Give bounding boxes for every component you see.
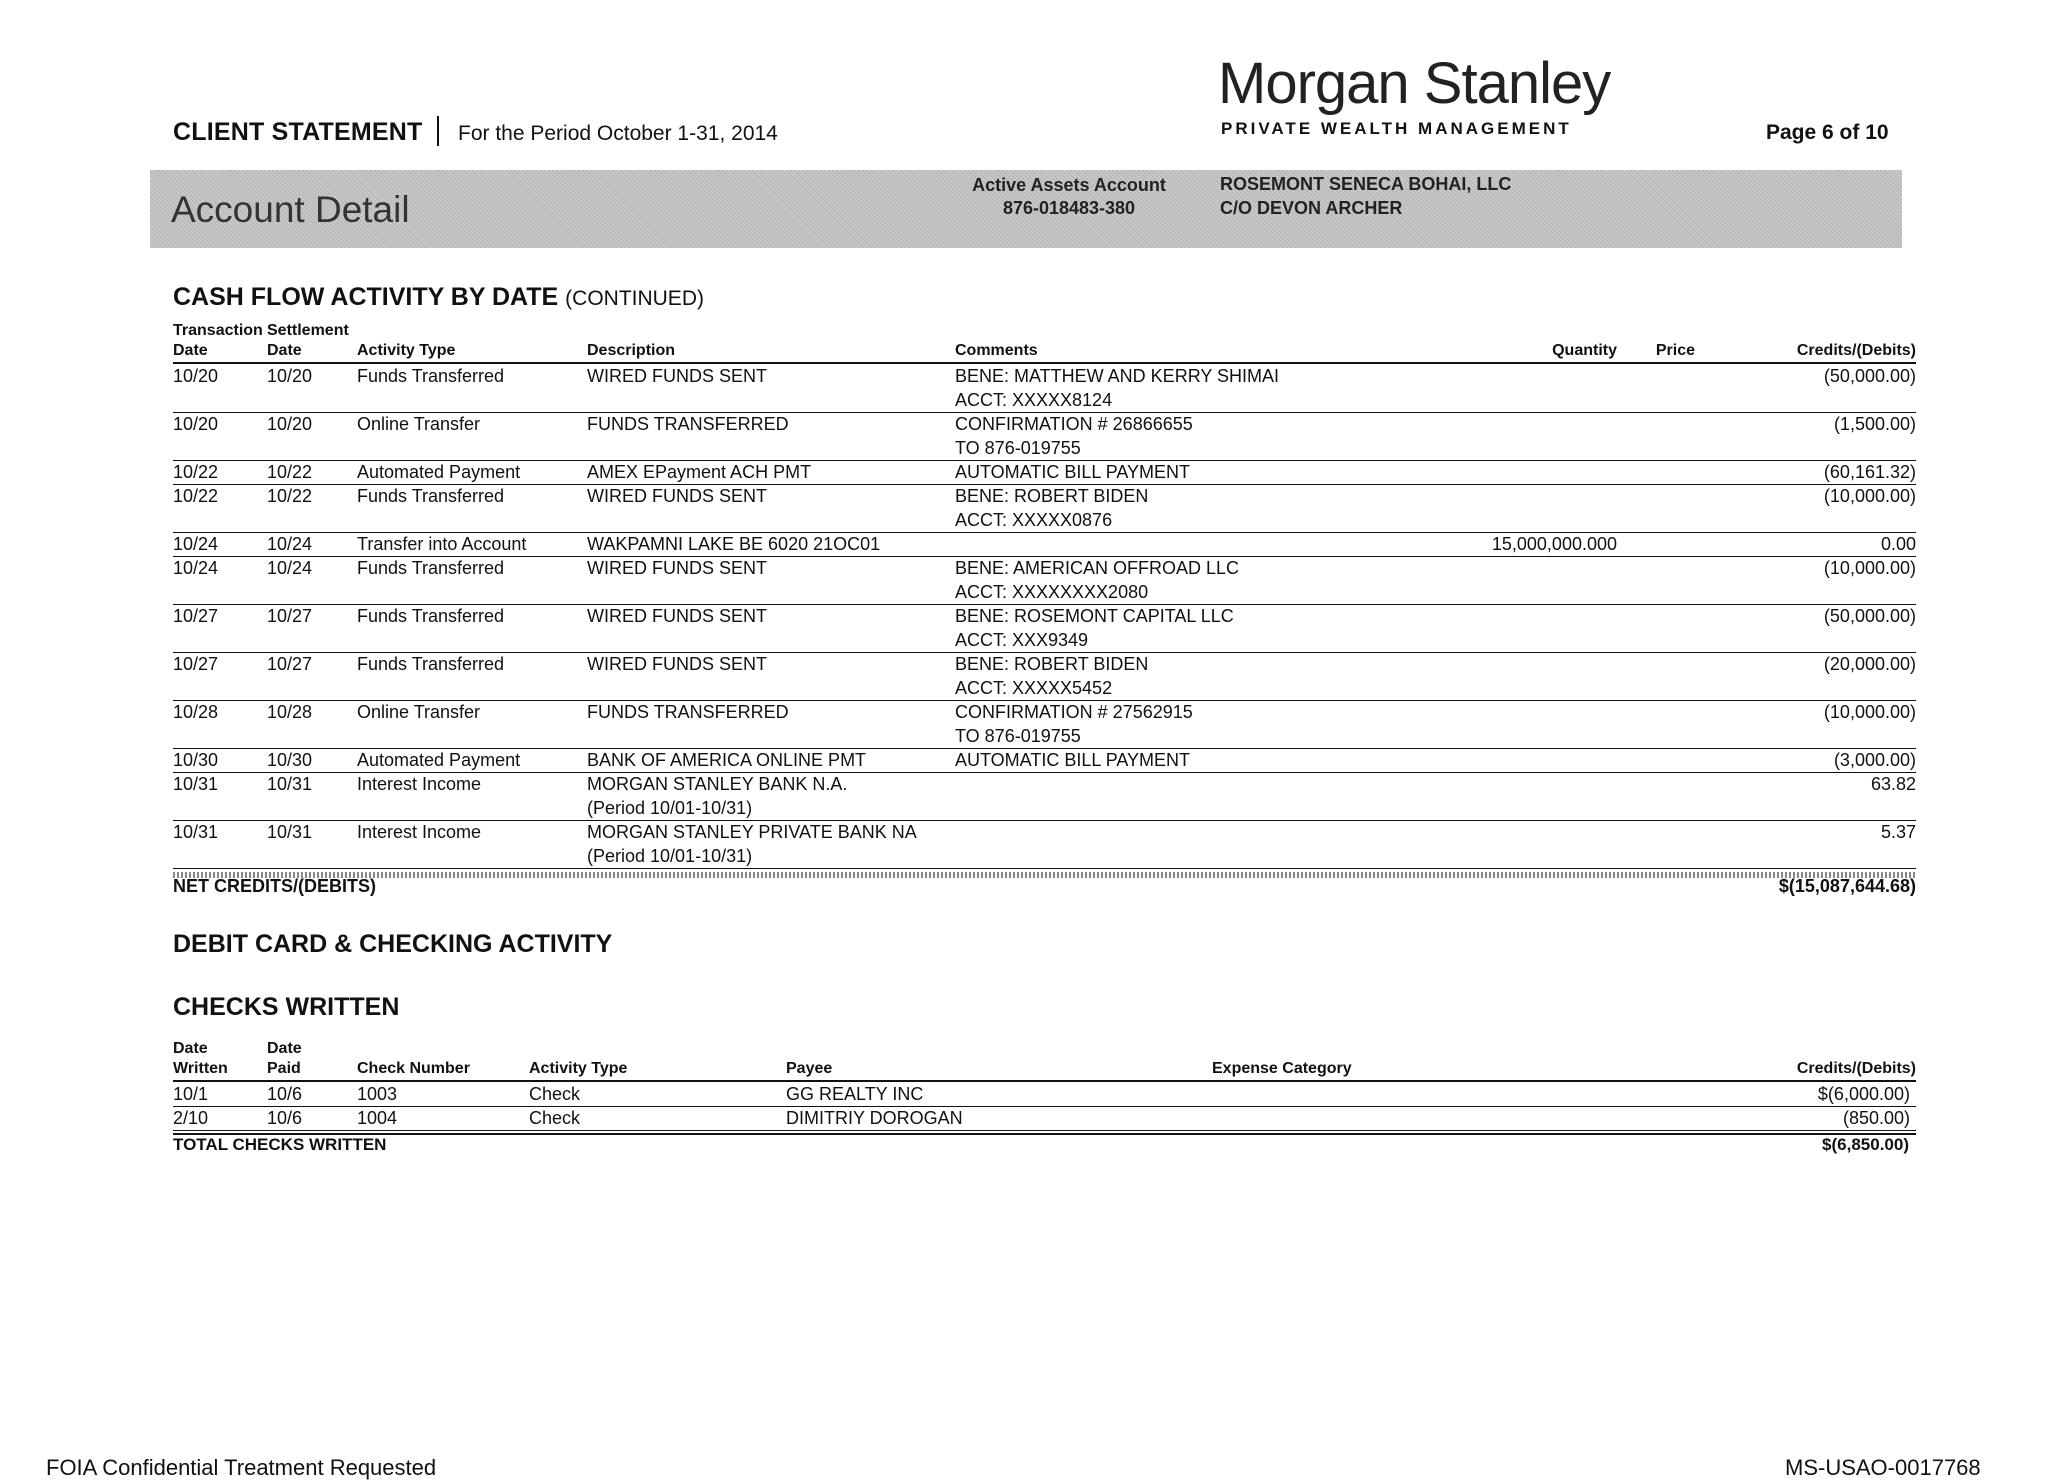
brand-logo-name: Morgan Stanley	[1218, 51, 1611, 116]
activity-type: Online Transfer	[357, 702, 481, 722]
col-date-paid: Paid	[267, 1060, 301, 1077]
date-paid: 10/6	[267, 1108, 303, 1128]
total-checks-label: TOTAL CHECKS WRITTEN	[173, 1135, 387, 1154]
comments-line-2: ACCT: XXXXX8124	[955, 390, 1113, 410]
col-activity-type: Activity Type	[357, 342, 456, 359]
col-check-activity: Activity Type	[529, 1060, 628, 1077]
credits-debits: 0.00	[1880, 534, 1916, 554]
checks-written-title: CHECKS WRITTEN	[173, 993, 400, 1021]
header-rule	[173, 362, 1916, 364]
activity-type: Funds Transferred	[357, 558, 505, 578]
cash-flow-subtitle: (CONTINUED)	[565, 287, 704, 310]
credits-debits: (50,000.00)	[1823, 606, 1916, 626]
description: FUNDS TRANSFERRED	[587, 702, 789, 722]
comments-line-2: TO 876-019755	[955, 438, 1081, 458]
check-number: 1004	[357, 1108, 398, 1128]
col-transaction-top: Transaction	[173, 322, 263, 339]
description: WIRED FUNDS SENT	[587, 606, 767, 626]
credits-debits: (1,500.00)	[1833, 414, 1916, 434]
check-number: 1003	[357, 1084, 398, 1104]
description: FUNDS TRANSFERRED	[587, 414, 789, 434]
checks-header-rule	[173, 1080, 1916, 1082]
check-row-rule	[173, 1130, 1916, 1131]
description: BANK OF AMERICA ONLINE PMT	[587, 750, 867, 770]
comments: CONFIRMATION # 27562915	[955, 702, 1193, 722]
cash-flow-table	[173, 322, 1916, 882]
settlement-date: 10/20	[267, 414, 313, 434]
footer-confidential: FOIA Confidential Treatment Requested	[46, 1455, 437, 1480]
col-quantity: Quantity	[1552, 342, 1617, 359]
col-date-written: Written	[173, 1060, 228, 1077]
col-credits-debits: Credits/(Debits)	[1796, 342, 1916, 359]
description-line-2: (Period 10/01-10/31)	[587, 798, 753, 818]
activity-type: Transfer into Account	[357, 534, 527, 554]
settlement-date: 10/30	[267, 750, 313, 770]
net-credits-label: NET CREDITS/(DEBITS)	[173, 876, 377, 896]
settlement-date: 10/24	[267, 534, 313, 554]
client-care-of: C/O DEVON ARCHER	[1220, 198, 1403, 218]
activity-type: Online Transfer	[357, 414, 481, 434]
activity-type: Funds Transferred	[357, 606, 505, 626]
settlement-date: 10/28	[267, 702, 313, 722]
settlement-date: 10/31	[267, 774, 313, 794]
description: WAKPAMNI LAKE BE 6020 21OC01	[587, 534, 881, 554]
settlement-date: 10/22	[267, 486, 313, 506]
credits-debits: (60,161.32)	[1823, 462, 1916, 482]
comments-line-2: ACCT: XXXXX0876	[955, 510, 1113, 530]
activity-type: Interest Income	[357, 774, 482, 794]
col-comments: Comments	[955, 342, 1038, 359]
description: WIRED FUNDS SENT	[587, 654, 767, 674]
page-number: Page 6 of 10	[1766, 121, 1889, 144]
transaction-date: 10/24	[173, 534, 219, 554]
settlement-date: 10/27	[267, 606, 313, 626]
row-rule	[173, 820, 1916, 821]
activity-type: Interest Income	[357, 822, 482, 842]
cash-flow-title-text: CASH FLOW ACTIVITY BY DATE	[173, 283, 559, 311]
comments-line-2: ACCT: XXX9349	[955, 630, 1089, 650]
col-settlement-top: Settlement	[267, 322, 349, 339]
date-paid: 10/6	[267, 1084, 303, 1104]
debit-card-title: DEBIT CARD & CHECKING ACTIVITY	[173, 930, 613, 958]
comments: BENE: ROBERT BIDEN	[955, 654, 1149, 674]
description-line-2: (Period 10/01-10/31)	[587, 846, 753, 866]
description: WIRED FUNDS SENT	[587, 366, 767, 386]
comments-line-2: ACCT: XXXXXXXX2080	[955, 582, 1149, 602]
check-row-rule	[173, 1106, 1916, 1107]
row-rule	[173, 604, 1916, 605]
comments-line-2: ACCT: XXXXX5452	[955, 678, 1113, 698]
net-credits-value: $(15,087,644.68)	[1778, 876, 1916, 896]
credits-debits: 63.82	[1870, 774, 1916, 794]
credits-debits: (20,000.00)	[1823, 654, 1916, 674]
settlement-date: 10/24	[267, 558, 313, 578]
credits-debits: (10,000.00)	[1823, 558, 1916, 578]
transaction-date: 10/28	[173, 702, 219, 722]
description: MORGAN STANLEY PRIVATE BANK NA	[587, 822, 917, 842]
transaction-date: 10/31	[173, 822, 219, 842]
statement-title: CLIENT STATEMENT	[173, 118, 423, 146]
col-settlement-date: Date	[267, 342, 302, 359]
date-written: 10/1	[173, 1084, 209, 1104]
total-checks-value: $(6,850.00)	[1822, 1135, 1909, 1154]
description: AMEX EPayment ACH PMT	[587, 462, 812, 482]
description: MORGAN STANLEY BANK N.A.	[587, 774, 848, 794]
comments: BENE: ROSEMONT CAPITAL LLC	[955, 606, 1234, 626]
credits-debits: (10,000.00)	[1823, 702, 1916, 722]
comments: AUTOMATIC BILL PAYMENT	[955, 462, 1191, 482]
row-rule	[173, 412, 1916, 413]
credits-debits: (3,000.00)	[1833, 750, 1916, 770]
check-amount: $(6,000.00)	[1817, 1084, 1910, 1104]
check-activity-type: Check	[529, 1084, 581, 1104]
activity-type: Automated Payment	[357, 750, 521, 770]
credits-debits: (50,000.00)	[1823, 366, 1916, 386]
check-amount: (850.00)	[1842, 1108, 1910, 1128]
row-rule	[173, 460, 1916, 461]
settlement-date: 10/22	[267, 462, 313, 482]
col-expense-category: Expense Category	[1212, 1060, 1352, 1077]
settlement-date: 10/20	[267, 366, 313, 386]
row-rule	[173, 556, 1916, 557]
activity-type: Automated Payment	[357, 462, 521, 482]
activity-type: Funds Transferred	[357, 654, 505, 674]
row-rule	[173, 652, 1916, 653]
cash-flow-title	[173, 283, 704, 312]
transaction-date: 10/27	[173, 654, 219, 674]
brand-logo-subtitle: PRIVATE WEALTH MANAGEMENT	[1221, 119, 1572, 138]
settlement-date: 10/27	[267, 654, 313, 674]
col-paid-top: Date	[267, 1040, 302, 1057]
date-written: 2/10	[173, 1108, 209, 1128]
row-rule	[173, 700, 1916, 701]
account-number: 876-018483-380	[1002, 198, 1136, 218]
transaction-date: 10/30	[173, 750, 219, 770]
check-activity-type: Check	[529, 1108, 581, 1128]
comments-line-2: TO 876-019755	[955, 726, 1081, 746]
transaction-date: 10/24	[173, 558, 219, 578]
activity-type: Funds Transferred	[357, 486, 505, 506]
row-rule	[173, 772, 1916, 773]
col-payee: Payee	[786, 1060, 833, 1077]
payee: GG REALTY INC	[786, 1084, 924, 1104]
comments: BENE: MATTHEW AND KERRY SHIMAI	[955, 366, 1280, 386]
comments: BENE: AMERICAN OFFROAD LLC	[955, 558, 1240, 578]
transaction-date: 10/20	[173, 414, 219, 434]
row-rule	[173, 532, 1916, 533]
transaction-date: 10/27	[173, 606, 219, 626]
row-rule	[173, 748, 1916, 749]
col-check-number: Check Number	[357, 1060, 470, 1077]
description: WIRED FUNDS SENT	[587, 558, 767, 578]
statement-period: For the Period October 1-31, 2014	[458, 122, 778, 145]
account-type: Active Assets Account	[972, 175, 1166, 195]
col-check-credits-debits: Credits/(Debits)	[1796, 1060, 1916, 1077]
account-detail-title: Account Detail	[171, 189, 410, 230]
quantity: 15,000,000.000	[1491, 534, 1617, 554]
payee: DIMITRIY DOROGAN	[786, 1108, 963, 1128]
footer-bates-number: MS-USAO-0017768	[1785, 1455, 1981, 1480]
col-description: Description	[587, 342, 676, 359]
client-name: ROSEMONT SENECA BOHAI, LLC	[1220, 174, 1512, 194]
transaction-date: 10/31	[173, 774, 219, 794]
row-rule	[173, 484, 1916, 485]
comments: AUTOMATIC BILL PAYMENT	[955, 750, 1191, 770]
col-written-top: Date	[173, 1040, 208, 1057]
transaction-date: 10/22	[173, 486, 219, 506]
title-separator	[437, 116, 439, 146]
comments: BENE: ROBERT BIDEN	[955, 486, 1149, 506]
transaction-date: 10/22	[173, 462, 219, 482]
description: WIRED FUNDS SENT	[587, 486, 767, 506]
col-price: Price	[1655, 342, 1695, 359]
comments: CONFIRMATION # 26866655	[955, 414, 1193, 434]
activity-type: Funds Transferred	[357, 366, 505, 386]
transaction-date: 10/20	[173, 366, 219, 386]
row-rule	[173, 868, 1916, 869]
settlement-date: 10/31	[267, 822, 313, 842]
credits-debits: (10,000.00)	[1823, 486, 1916, 506]
credits-debits: 5.37	[1880, 822, 1916, 842]
col-transaction-date: Date	[173, 342, 208, 359]
